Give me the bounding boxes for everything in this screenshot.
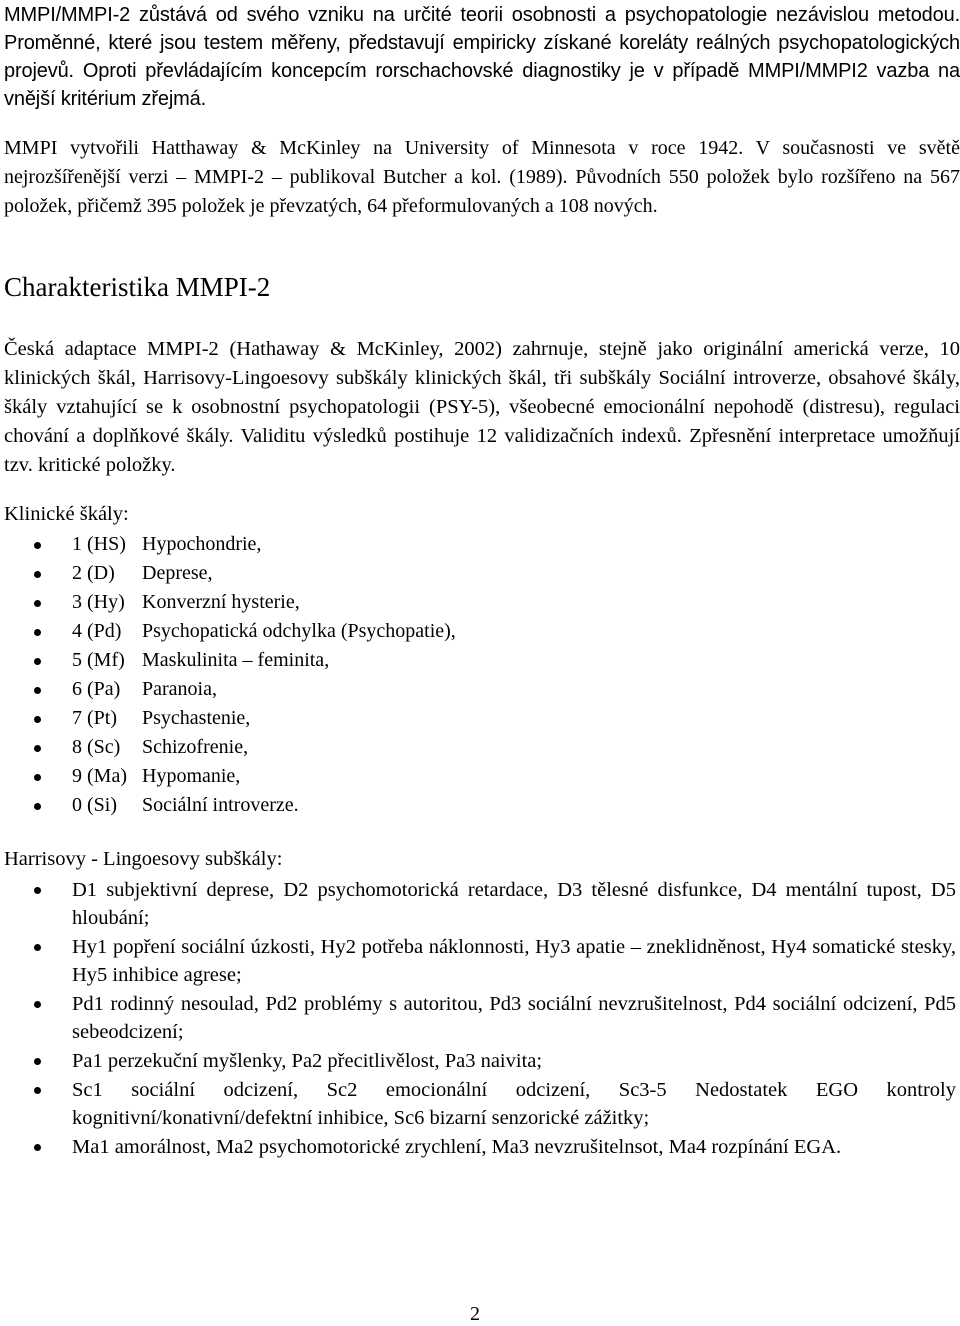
subscale-text: Ma1 amorálnost, Ma2 psychomotorické zrychlení, Ma3 nevzrušitelnsot, Ma4 rozpínání EGA. — [72, 1136, 842, 1158]
scale-code: 0 (Si) — [72, 794, 117, 816]
bullet-icon — [34, 716, 41, 723]
bullet-icon — [34, 1058, 41, 1065]
list-item — [0, 675, 960, 704]
bullet-icon — [34, 944, 41, 951]
scale-code: 7 (Pt) — [72, 707, 117, 729]
list-item — [0, 1133, 956, 1161]
scale-code: 9 (Ma) — [72, 765, 127, 787]
scale-code: 5 (Mf) — [72, 649, 125, 671]
subscale-text: D1 subjektivní deprese, D2 psychomotorická retardace, D3 tělesné disfunkce, D4 mentální tupost, D5 hloubání; — [72, 879, 956, 929]
list-item — [0, 617, 960, 646]
list-item — [0, 933, 956, 989]
bullet-icon — [34, 1087, 41, 1094]
scale-name: Psychopatická odchylka (Psychopatie), — [142, 620, 456, 642]
subscale-text: Pd1 rodinný nesoulad, Pd2 problémy s autoritou, Pd3 sociální nevzrušitelnost, Pd4 sociální odcizení, Pd5 sebeodcizení; — [72, 993, 956, 1043]
page-number: 2 — [470, 1303, 480, 1325]
bullet-icon — [34, 803, 41, 810]
bullet-icon — [34, 774, 41, 781]
bullet-icon — [34, 687, 41, 694]
scale-name: Deprese, — [142, 562, 213, 584]
scale-name: Konverzní hysterie, — [142, 591, 300, 613]
list-item — [0, 1047, 956, 1075]
bullet-icon — [34, 658, 41, 665]
list-item — [0, 588, 960, 617]
section-heading: Charakteristika MMPI-2 — [4, 272, 271, 302]
history-paragraph: MMPI vytvořili Hatthaway & McKinley na University of Minnesota v roce 1942. V současnosti ve světě nejrozšířenější verzi – MMPI-2 – publikoval Butcher a kol. (1989). Původních 550 položek bylo rozšířeno na 567 položek, přičemž 395 položek je převzatých, 64 přeformulovaných a 108 nových. — [4, 137, 960, 217]
bullet-icon — [34, 571, 41, 578]
list-item — [0, 733, 960, 762]
scale-code: 1 (HS) — [72, 533, 126, 555]
bullet-icon — [34, 1144, 41, 1151]
bullet-icon — [34, 600, 41, 607]
clinical-scales-label: Klinické škály: — [4, 503, 129, 525]
subscale-text: Sc1 sociální odcizení, Sc2 emocionální odcizení, Sc3-5 Nedostatek EGO kontroly kognitivní/konativní/defektní inhibice, Sc6 bizarní senzorické zážitky; — [72, 1079, 956, 1129]
harris-subscales-list — [0, 876, 960, 1161]
bullet-icon — [34, 542, 41, 549]
bullet-icon — [34, 1001, 41, 1008]
scale-name: Hypomanie, — [142, 765, 241, 787]
scale-code: 8 (Sc) — [72, 736, 121, 758]
scale-name: Paranoia, — [142, 678, 217, 700]
list-item — [0, 876, 956, 932]
scale-name: Schizofrenie, — [142, 736, 249, 758]
list-item — [0, 990, 956, 1046]
subscale-text: Pa1 perzekuční myšlenky, Pa2 přecitlivělost, Pa3 naivita; — [72, 1050, 543, 1072]
list-item — [0, 530, 960, 559]
characteristics-paragraph: Česká adaptace MMPI-2 (Hathaway & McKinley, 2002) zahrnuje, stejně jako originální americká verze, 10 klinických škál, Harrisovy-Lingoesovy subškály klinických škál, tři subškály Sociální introverze, obsahové škály, škály vztahující se k osobnostní psychopatologii (PSY-5), všeobecné emocionální nepohodě (distresu), regulaci chování a doplňkové škály. Validitu výsledků postihuje 12 validizačních indexů. Zpřesnění interpretace umožňují tzv. kritické položky. — [4, 338, 960, 476]
subscale-text: Hy1 popření sociální úzkosti, Hy2 potřeba náklonnosti, Hy3 apatie – zneklidněnost, Hy4 somatické stesky, Hy5 inhibice agrese; — [72, 936, 956, 986]
list-item — [0, 1076, 956, 1132]
list-item — [0, 646, 960, 675]
bullet-icon — [34, 629, 41, 636]
list-item — [0, 559, 960, 588]
scale-name: Psychastenie, — [142, 707, 251, 729]
clinical-scales-list — [0, 530, 960, 820]
scale-code: 4 (Pd) — [72, 620, 122, 642]
bullet-icon — [34, 887, 41, 894]
scale-code: 3 (Hy) — [72, 591, 125, 613]
list-item — [0, 704, 960, 733]
scale-name: Sociální introverze. — [142, 794, 299, 816]
bullet-icon — [34, 745, 41, 752]
list-item — [0, 762, 960, 791]
scale-code: 2 (D) — [72, 562, 115, 584]
harris-subscales-label: Harrisovy - Lingoesovy subškály: — [4, 848, 283, 870]
list-item — [0, 791, 960, 820]
intro-paragraph: MMPI/MMPI-2 zůstává od svého vzniku na určité teorii osobnosti a psychopatologie nezávislou metodou. Proměnné, které jsou testem měřeny, představují empiricky získané koreláty reálných psychopatologických projevů. Oproti převládajícím koncepcím rorschachovské diagnostiky je v případě MMPI/MMPI2 vazba na vnější kritérium zřejmá. — [4, 4, 960, 110]
scale-name: Hypochondrie, — [142, 533, 262, 555]
scale-name: Maskulinita – feminita, — [142, 649, 330, 671]
scale-code: 6 (Pa) — [72, 678, 121, 700]
